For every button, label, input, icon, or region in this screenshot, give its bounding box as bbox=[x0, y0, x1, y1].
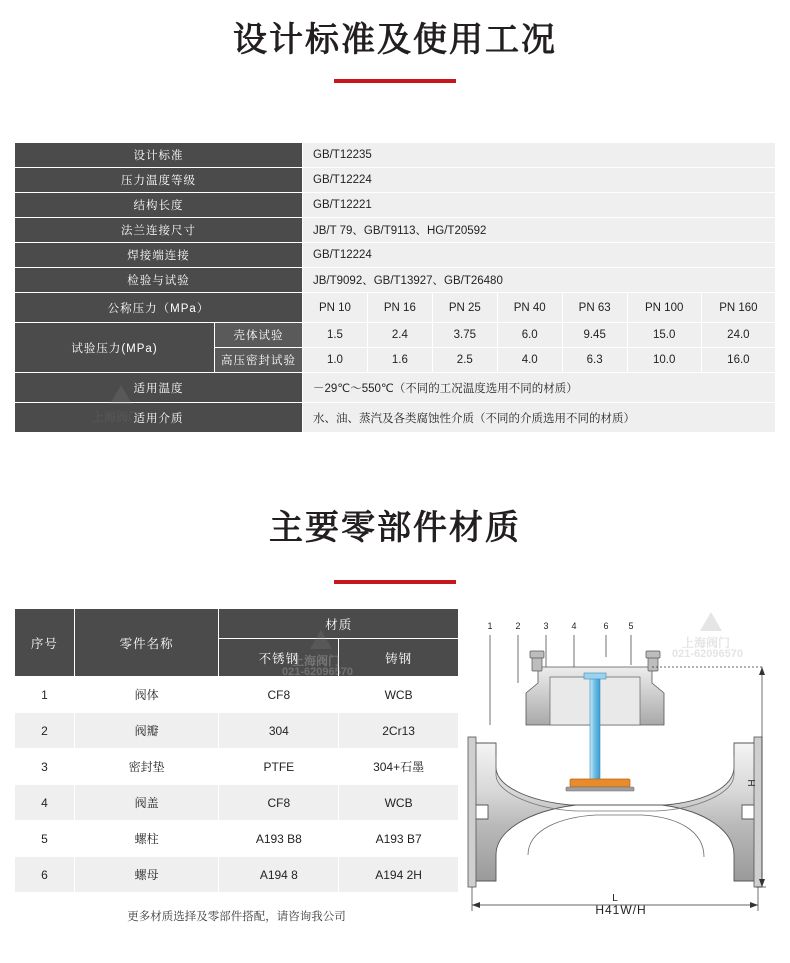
watermark-text: 上海阀门 bbox=[682, 636, 731, 650]
spec-label: 焊接端连接 bbox=[15, 243, 303, 268]
row-no: 3 bbox=[15, 749, 75, 785]
callout-2: 2 bbox=[515, 621, 521, 631]
row-no: 2 bbox=[15, 713, 75, 749]
spec-value: GB/T12224 bbox=[303, 168, 776, 193]
table-row bbox=[15, 677, 459, 713]
test-value: 16.0 bbox=[701, 348, 775, 373]
pressure-class: PN 25 bbox=[432, 293, 497, 323]
pressure-class: PN 40 bbox=[497, 293, 562, 323]
materials-table-wrap bbox=[14, 608, 459, 893]
right-flange bbox=[754, 737, 762, 887]
table-row bbox=[15, 293, 776, 323]
drawing-caption: H41W/H bbox=[595, 903, 647, 917]
test-value: 2.4 bbox=[367, 323, 432, 348]
spec-value: GB/T12235 bbox=[303, 143, 776, 168]
callout-numbers bbox=[487, 621, 633, 631]
row-cast: WCB bbox=[339, 677, 459, 713]
spec-label: 设计标准 bbox=[15, 143, 303, 168]
nominal-pressure-label: 公称压力（MPa） bbox=[15, 293, 303, 323]
pressure-class: PN 16 bbox=[367, 293, 432, 323]
header-part-name: 零件名称 bbox=[74, 609, 219, 677]
callout-6: 6 bbox=[603, 621, 609, 631]
header-stainless: 不锈钢 bbox=[219, 639, 339, 677]
test-value: 1.0 bbox=[303, 348, 368, 373]
pressure-class: PN 63 bbox=[562, 293, 627, 323]
test-value: 1.5 bbox=[303, 323, 368, 348]
test-pressure-label: 试验压力(MPa) bbox=[15, 323, 215, 373]
test-pressure-sublabel: 高压密封试验 bbox=[215, 348, 303, 373]
row-part-name: 螺柱 bbox=[74, 821, 219, 857]
valve-disc bbox=[570, 779, 630, 787]
spec-label: 法兰连接尺寸 bbox=[15, 218, 303, 243]
table-row bbox=[15, 785, 459, 821]
row-cast: A193 B7 bbox=[339, 821, 459, 857]
valve-body bbox=[474, 743, 756, 881]
inner-rib bbox=[528, 815, 704, 857]
pressure-class: PN 10 bbox=[303, 293, 368, 323]
header-cast-steel: 铸钢 bbox=[339, 639, 459, 677]
spec-label: 检验与试验 bbox=[15, 268, 303, 293]
spec-value: GB/T12221 bbox=[303, 193, 776, 218]
callout-3: 3 bbox=[543, 621, 549, 631]
materials-table bbox=[14, 608, 459, 893]
row-no: 4 bbox=[15, 785, 75, 821]
temperature-value: －29℃～550℃（不同的工况温度选用不同的材质） bbox=[303, 373, 776, 403]
spec-value: GB/T12224 bbox=[303, 243, 776, 268]
row-stainless: PTFE bbox=[219, 749, 339, 785]
row-cast: A194 2H bbox=[339, 857, 459, 893]
test-value: 6.3 bbox=[562, 348, 627, 373]
row-part-name: 密封垫 bbox=[74, 749, 219, 785]
row-cast: 2Cr13 bbox=[339, 713, 459, 749]
test-value: 9.45 bbox=[562, 323, 627, 348]
row-cast: 304+石墨 bbox=[339, 749, 459, 785]
test-value: 15.0 bbox=[627, 323, 701, 348]
table-row bbox=[15, 168, 776, 193]
materials-note: 更多材质选择及零部件搭配，请咨询我公司 bbox=[127, 911, 346, 923]
row-stainless: A193 B8 bbox=[219, 821, 339, 857]
spec-value: JB/T9092、GB/T13927、GB/T26480 bbox=[303, 268, 776, 293]
table-header-row bbox=[15, 609, 459, 639]
watermark-phone: 021-62096570 bbox=[672, 648, 743, 660]
test-value: 2.5 bbox=[432, 348, 497, 373]
test-value: 1.6 bbox=[367, 348, 432, 373]
test-value: 24.0 bbox=[701, 323, 775, 348]
callout-1: 1 bbox=[487, 621, 493, 631]
watermark-text: 上海阀门 bbox=[92, 410, 141, 424]
callout-5: 5 bbox=[628, 621, 634, 631]
header-material: 材质 bbox=[219, 609, 459, 639]
row-part-name: 阀盖 bbox=[74, 785, 219, 821]
table-row bbox=[15, 268, 776, 293]
table-row bbox=[15, 143, 776, 168]
row-no: 1 bbox=[15, 677, 75, 713]
temperature-label: 适用温度 bbox=[15, 373, 303, 403]
row-stainless: CF8 bbox=[219, 785, 339, 821]
row-part-name: 阀瓣 bbox=[74, 713, 219, 749]
row-stainless: 304 bbox=[219, 713, 339, 749]
material-section-title: 主要零部件材质 bbox=[269, 509, 521, 547]
row-stainless: A194 8 bbox=[219, 857, 339, 893]
table-row bbox=[15, 403, 776, 433]
table-row bbox=[15, 713, 459, 749]
title-underline-2 bbox=[334, 580, 456, 584]
row-no: 5 bbox=[15, 821, 75, 857]
table-row bbox=[15, 749, 459, 785]
dim-length-label: L bbox=[612, 893, 618, 904]
test-value: 3.75 bbox=[432, 323, 497, 348]
table-row bbox=[15, 323, 776, 348]
pressure-class: PN 100 bbox=[627, 293, 701, 323]
valve-stem bbox=[590, 677, 600, 781]
table-row bbox=[15, 193, 776, 218]
row-part-name: 螺母 bbox=[74, 857, 219, 893]
row-part-name: 阀体 bbox=[74, 677, 219, 713]
watermark-phone: 021-62096570 bbox=[282, 666, 353, 678]
test-value: 4.0 bbox=[497, 348, 562, 373]
stem-collar bbox=[584, 673, 606, 679]
spec-label: 压力温度等级 bbox=[15, 168, 303, 193]
row-no: 6 bbox=[15, 857, 75, 893]
valve-drawing bbox=[466, 605, 776, 935]
row-cast: WCB bbox=[339, 785, 459, 821]
specification-table bbox=[14, 142, 776, 433]
header-no: 序号 bbox=[15, 609, 75, 677]
spec-section-title: 设计标准及使用工况 bbox=[233, 21, 557, 59]
table-row bbox=[15, 218, 776, 243]
watermark-text: 上海阀门 bbox=[292, 654, 341, 668]
spec-value: JB/T 79、GB/T9113、HG/T20592 bbox=[303, 218, 776, 243]
test-value: 10.0 bbox=[627, 348, 701, 373]
medium-label: 适用介质 bbox=[15, 403, 303, 433]
medium-value: 水、油、蒸汽及各类腐蚀性介质（不同的介质选用不同的材质） bbox=[303, 403, 776, 433]
title-underline-1 bbox=[334, 79, 456, 83]
valve-drawing-svg bbox=[466, 605, 776, 935]
callout-4: 4 bbox=[571, 621, 577, 631]
valve-seat bbox=[566, 787, 634, 791]
left-flange bbox=[468, 737, 476, 887]
dim-height-label: H bbox=[747, 779, 758, 787]
pressure-class: PN 160 bbox=[701, 293, 775, 323]
test-value: 6.0 bbox=[497, 323, 562, 348]
table-row bbox=[15, 243, 776, 268]
table-row bbox=[15, 821, 459, 857]
row-stainless: CF8 bbox=[219, 677, 339, 713]
test-pressure-sublabel: 壳体试验 bbox=[215, 323, 303, 348]
table-row bbox=[15, 373, 776, 403]
table-row bbox=[15, 857, 459, 893]
spec-label: 结构长度 bbox=[15, 193, 303, 218]
